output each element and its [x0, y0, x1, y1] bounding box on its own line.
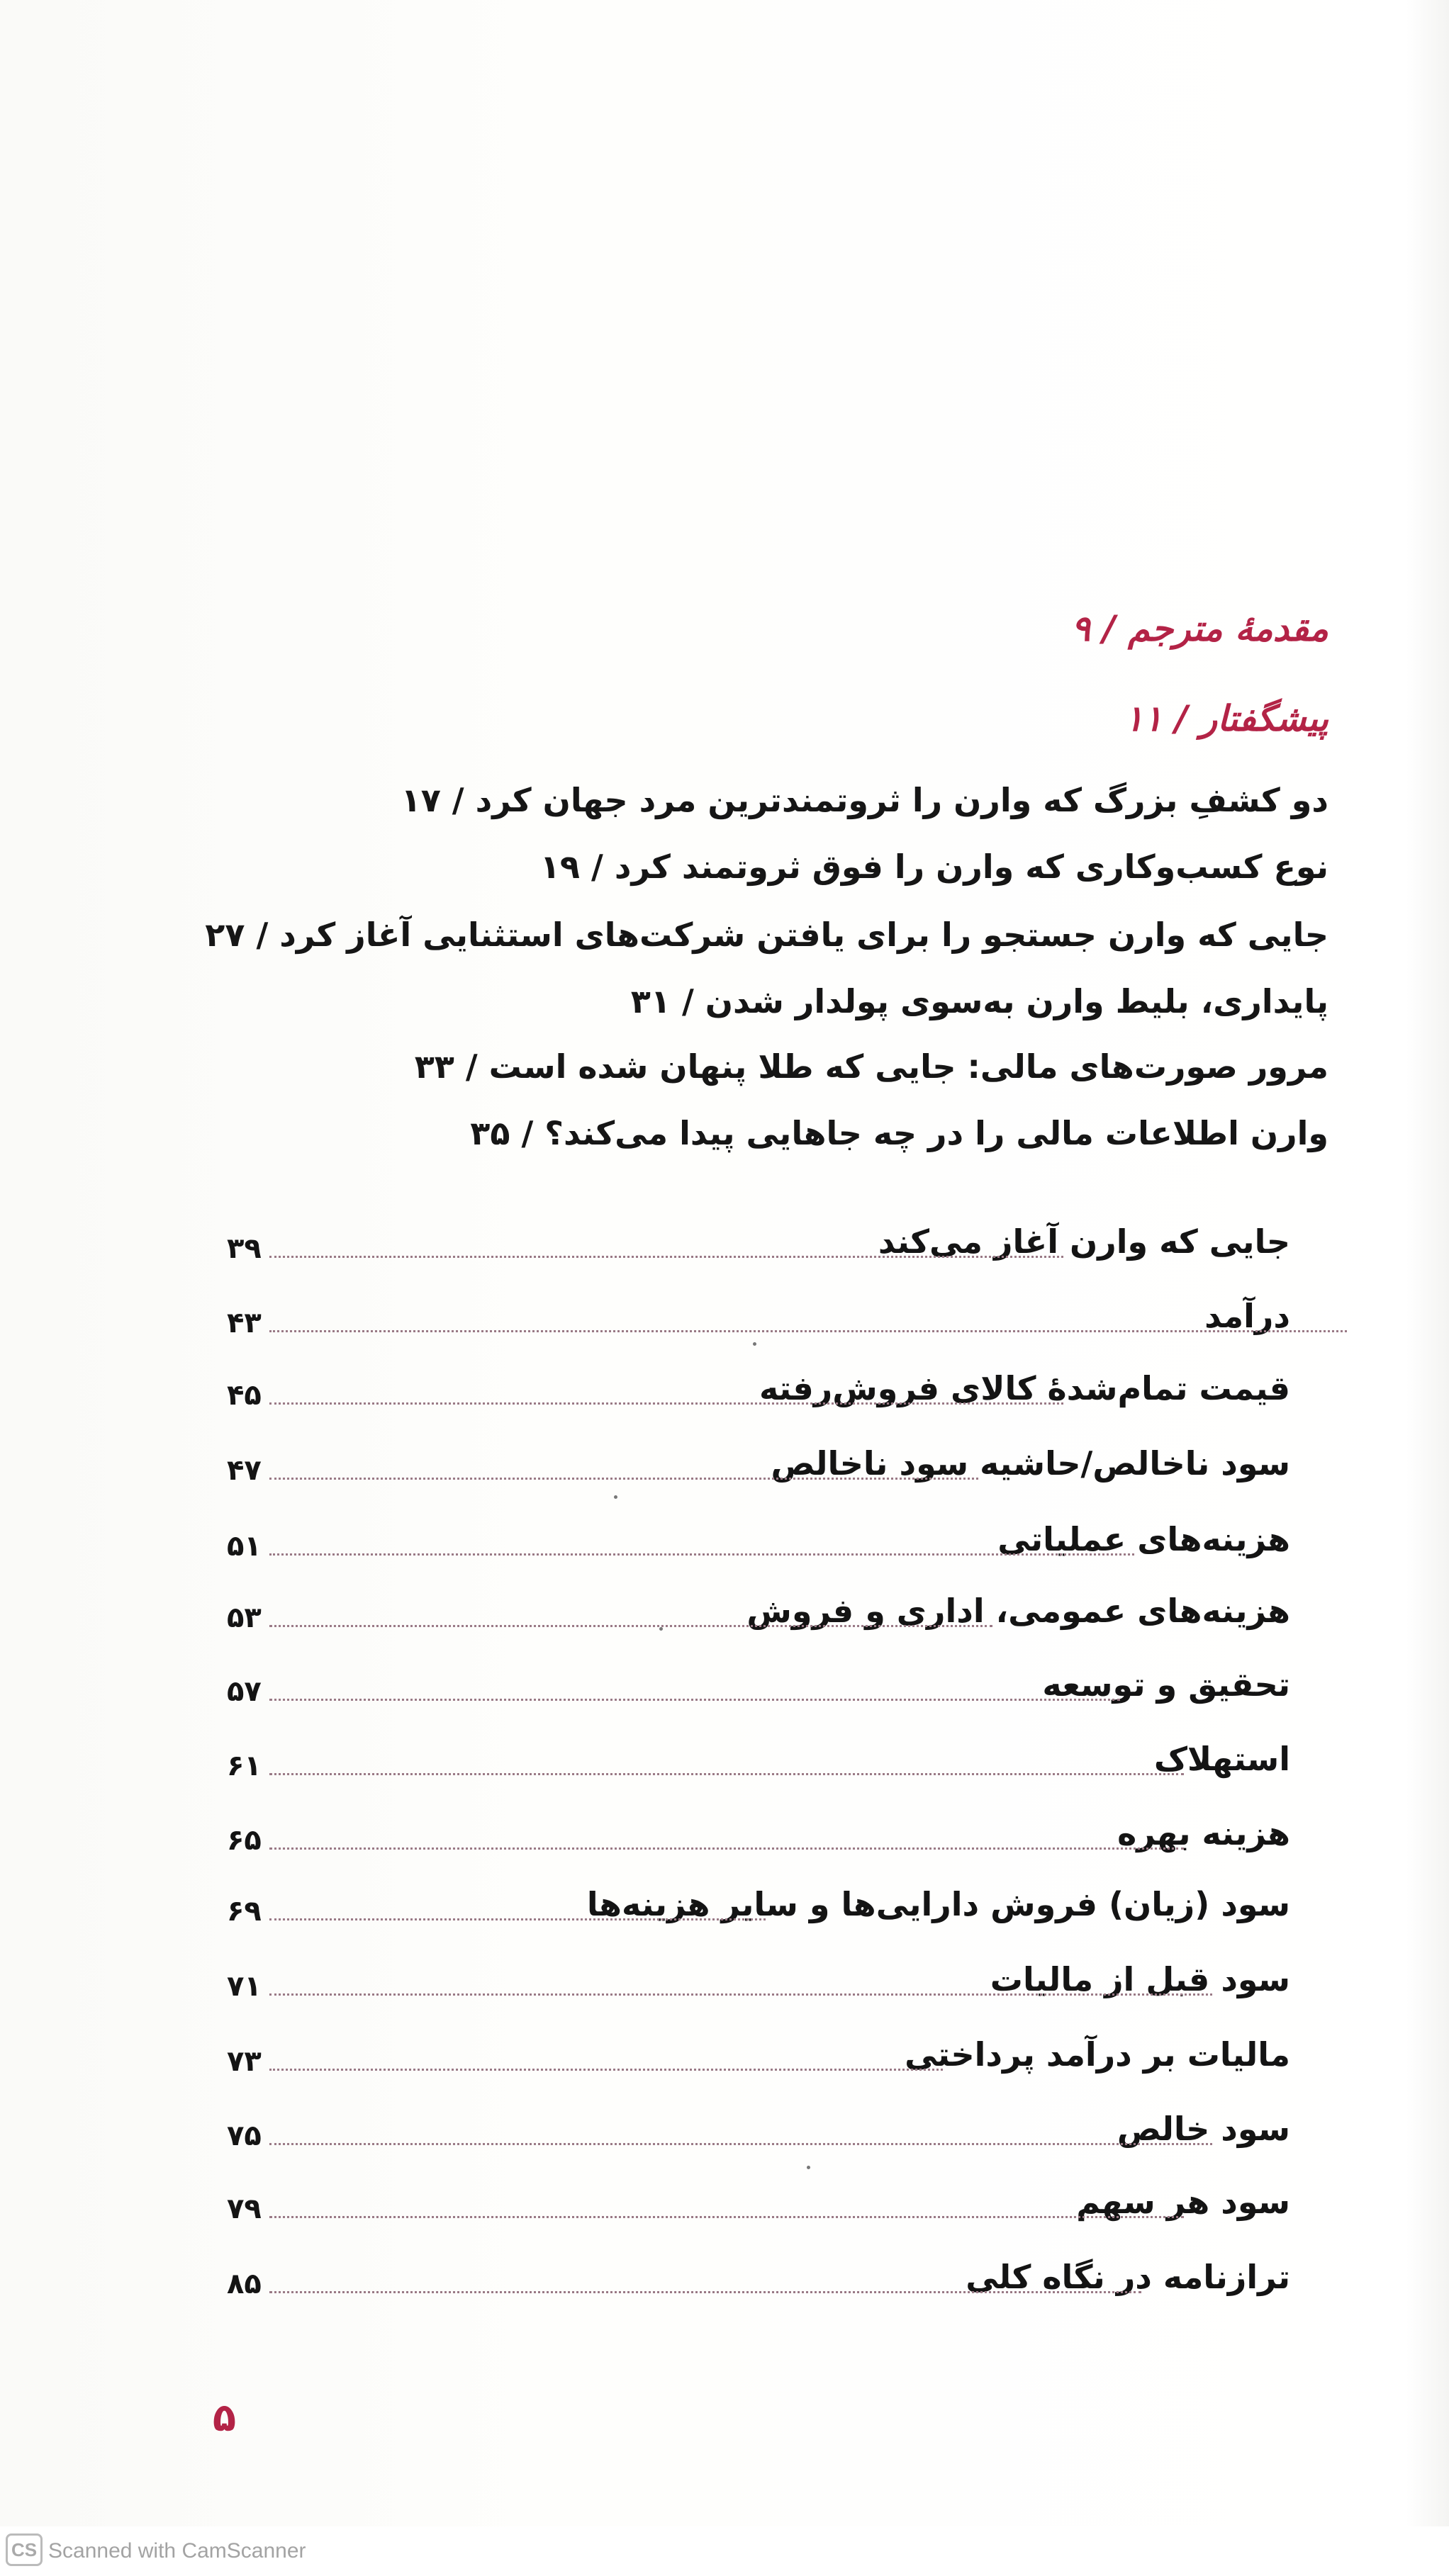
toc-entry-row: [227, 1658, 1290, 1708]
toc-entry-page-number: ۶۵: [227, 1824, 262, 1857]
toc-entry-row: [227, 1953, 1290, 2003]
scan-speck: [807, 2166, 810, 2169]
toc-dot-leader: [269, 1847, 1184, 1850]
toc-entry-row: [227, 2176, 1290, 2225]
toc-entry-page-number: ۵۷: [227, 1675, 262, 1708]
toc-main-entry: نوع کسب‌وکاری که وارن را فوق ثروتمند کرد / ۱۹: [539, 848, 1328, 886]
toc-entry-title: سود قبل از مالیات: [990, 1960, 1290, 1998]
toc-entry-page-number: ۷۳: [227, 2045, 262, 2078]
toc-heading: مقدمهٔ مترجم / ۹: [1071, 608, 1328, 649]
toc-entry-page-number: ۵۳: [227, 1602, 262, 1634]
toc-dot-leader: [269, 2143, 1212, 2145]
scanner-footer: [0, 2526, 1449, 2576]
toc-entry-page-number: ۶۹: [227, 1895, 262, 1928]
toc-dot-leader: [269, 1993, 1212, 1996]
toc-entry-title: جایی که وارن آغاز می‌کند: [878, 1222, 1290, 1261]
page-edge-shadow: [1406, 0, 1449, 2576]
toc-entry-title: هزینه‌های عملیاتی: [997, 1520, 1290, 1558]
scan-speck: [614, 1495, 617, 1499]
toc-entry-row: [227, 1807, 1290, 1857]
page-number: ۵: [213, 2395, 236, 2440]
toc-entry-row: [227, 2251, 1290, 2300]
toc-entry-title: درآمد: [1204, 1297, 1290, 1335]
toc-dot-leader: [269, 1330, 1347, 1332]
toc-entry-row: [227, 1215, 1290, 1265]
toc-entry-page-number: ۵۱: [227, 1530, 262, 1563]
camscanner-logo-icon: CS: [6, 2533, 43, 2566]
toc-entry-title: سود ناخالص/حاشیه سود ناخالص: [771, 1444, 1290, 1483]
scanner-watermark-text: Scanned with CamScanner: [48, 2539, 306, 2563]
toc-entry-title: تحقیق و توسعه: [1042, 1665, 1290, 1704]
toc-entry-title: قیمت تمام‌شدهٔ کالای فروش‌رفته: [759, 1369, 1290, 1407]
toc-dot-leader: [269, 1478, 978, 1480]
toc-main-entry: وارن اطلاعات مالی را در چه جاهایی پیدا می‌کند؟ / ۳۵: [470, 1114, 1328, 1152]
toc-entry-page-number: ۸۵: [227, 2268, 262, 2300]
toc-dot-leader: [269, 1402, 1063, 1405]
toc-entry-page-number: ۴۳: [227, 1307, 262, 1339]
toc-entry-page-number: ۴۵: [227, 1379, 262, 1412]
scan-speck: [659, 1627, 663, 1631]
toc-dot-leader: [269, 1773, 1184, 1775]
toc-dot-leader: [269, 1625, 992, 1627]
toc-dot-leader: [269, 2069, 943, 2071]
toc-entry-title: ترازنامه در نگاه کلی: [966, 2258, 1290, 2296]
toc-main-entry: جایی که وارن جستجو را برای یافتن شرکت‌های استثنایی آغاز کرد / ۲۷: [205, 916, 1328, 954]
toc-entry-page-number: ۷۱: [227, 1970, 262, 2003]
toc-entry-page-number: ۷۹: [227, 2193, 262, 2225]
toc-entry-page-number: ۳۹: [227, 1232, 262, 1265]
toc-entry-row: [227, 2103, 1290, 2152]
toc-dot-leader: [269, 1256, 1063, 1258]
toc-entry-row: [227, 1733, 1290, 1782]
toc-dot-leader: [269, 2291, 1141, 2293]
toc-entry-title: سود (زیان) فروش دارایی‌ها و سایر هزینه‌ها: [586, 1885, 1290, 1923]
toc-entry-row: [227, 1362, 1290, 1412]
toc-entry-row: [227, 1513, 1290, 1563]
toc-entry-row: [227, 1878, 1290, 1928]
toc-entry-title: سود خالص: [1117, 2110, 1290, 2148]
toc-entry-title: هزینه‌های عمومی، اداری و فروش: [746, 1592, 1290, 1630]
toc-entry-row: [227, 1437, 1290, 1487]
toc-heading: پیشگفتار / ۱۱: [1124, 698, 1328, 739]
toc-dot-leader: [269, 1699, 1120, 1701]
toc-dot-leader: [269, 2216, 1184, 2218]
toc-entry-title: سود هر سهم: [1076, 2183, 1290, 2221]
toc-entry-row: [227, 1290, 1290, 1339]
toc-dot-leader: [269, 1553, 1134, 1556]
toc-entry-page-number: ۴۷: [227, 1454, 262, 1487]
toc-entry-title: مالیات بر درآمد پرداختی: [905, 2035, 1290, 2074]
scan-speck: [753, 1342, 756, 1346]
toc-entry-page-number: ۶۱: [227, 1750, 262, 1782]
toc-entry-page-number: ۷۵: [227, 2120, 262, 2152]
toc-main-entry: مرور صورت‌های مالی: جایی که طلا پنهان شده است / ۳۳: [414, 1047, 1328, 1086]
toc-main-entry: پایداری، بلیط وارن به‌سوی پولدار شدن / ۳۱: [630, 982, 1328, 1020]
toc-entry-title: هزینه بهره: [1117, 1814, 1290, 1852]
toc-entry-title: استهلاک: [1153, 1740, 1290, 1778]
toc-entry-row: [227, 1585, 1290, 1634]
toc-dot-leader: [269, 1918, 766, 1920]
toc-main-entry: دو کشفِ بزرگ که وارن را ثروتمندترین مرد جهان کرد / ۱۷: [401, 781, 1328, 819]
toc-entry-row: [227, 2028, 1290, 2078]
